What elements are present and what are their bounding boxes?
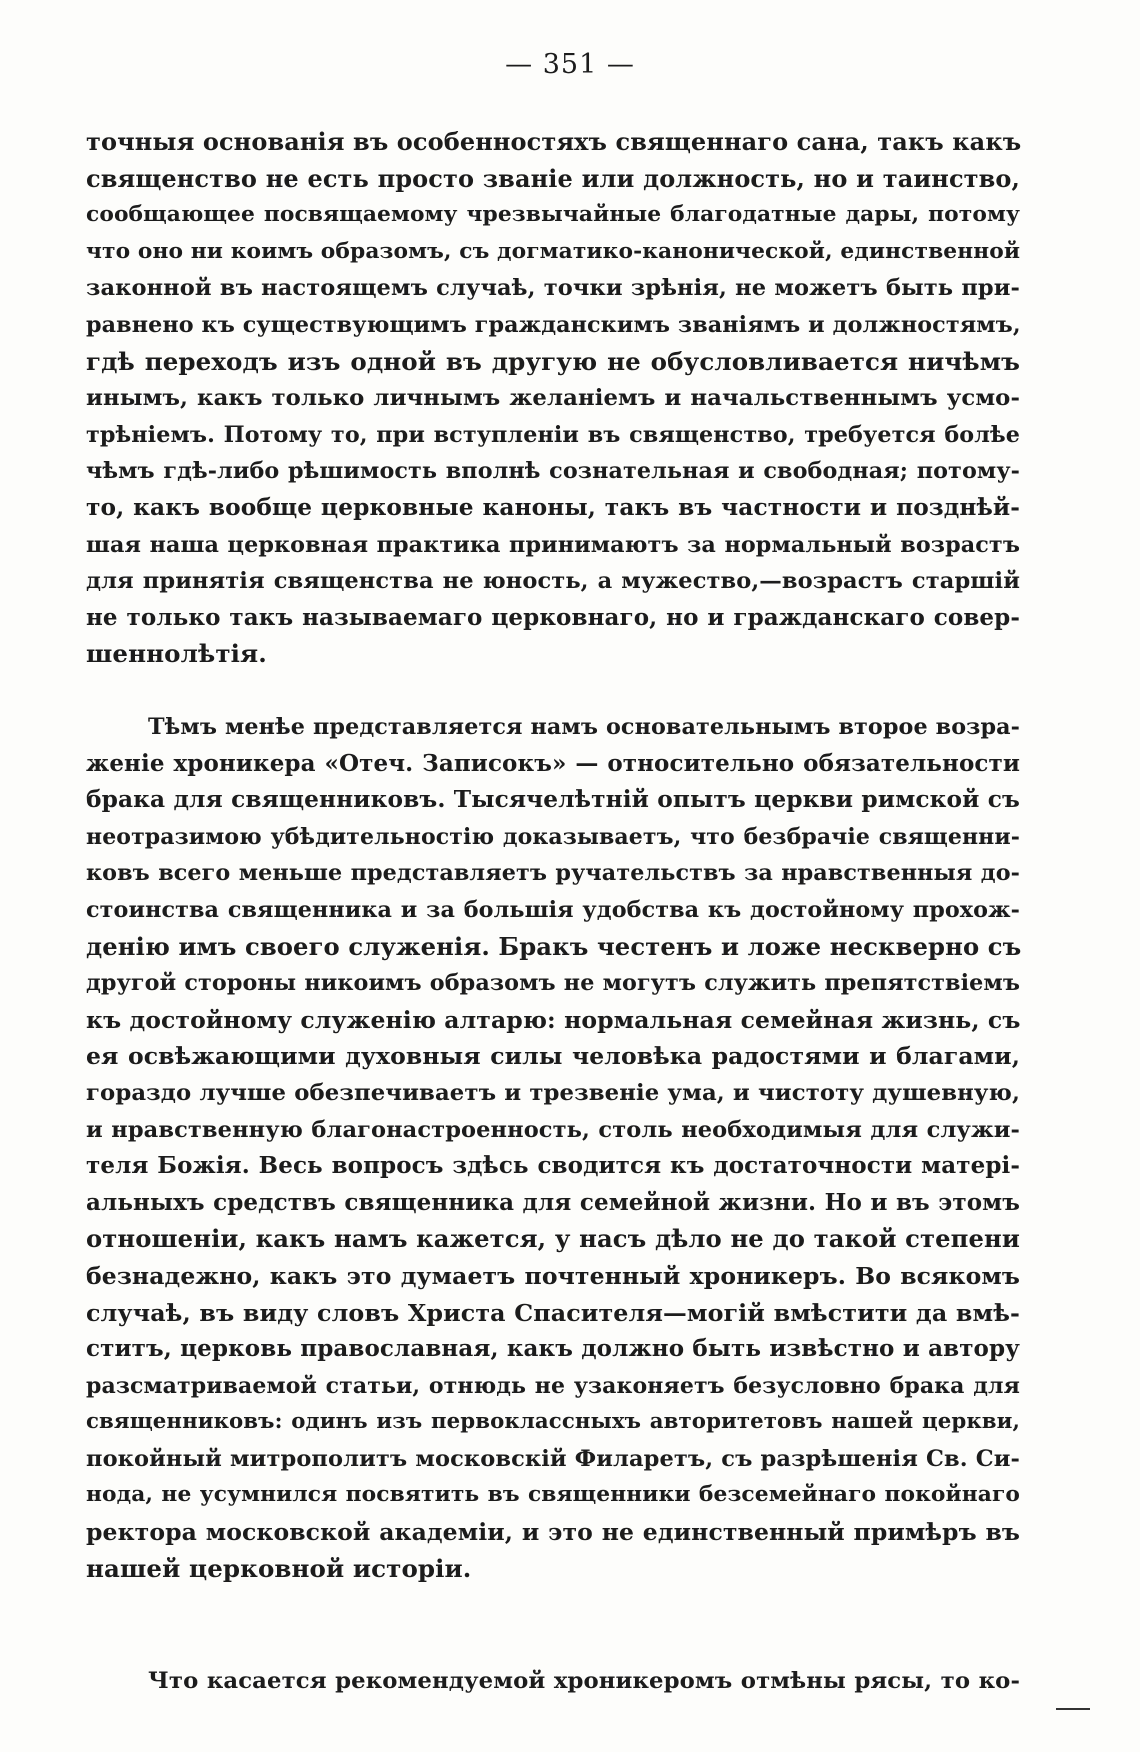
text-line: точныя основанія въ особенностяхъ священнаго сана, такъ какъ [86,127,1022,156]
text-line: гораздо лучше обезпечиваетъ и трезвеніе ума, и чистоту душевную, [86,1079,1020,1106]
text-line: ректора московской академіи, и это не единственный примѣръ въ [86,1518,1020,1547]
paragraph-3 [86,1663,1020,1700]
text-line: ковъ всего меньше представляетъ ручательствъ за нравственныя до- [86,860,1020,887]
text-line: стоинства священника и за большія удобства къ достойному прохож- [86,896,1020,923]
text-line: законной въ настоящемъ случаѣ, точки зрѣнія, не можетъ быть при- [86,275,1020,302]
text-line: шая наша церковная практика принимаютъ за нормальный возрастъ [86,531,1020,558]
text-line: равнено къ существующимъ гражданскимъ званіямъ и должностямъ, [86,311,1021,338]
text-line: другой стороны никоимъ образомъ не могутъ служить препятствіемъ [86,970,1020,997]
text-line: трѣніемъ. Потому то, при вступленіи въ священство, требуется болѣе [86,421,1020,448]
text-line: случаѣ, въ виду словъ Христа Спасителя—могій вмѣстити да вмѣ- [86,1298,1020,1327]
text-line: чѣмъ гдѣ-либо рѣшимость вполнѣ сознательная и свободная; потому- [86,458,1020,485]
text-line: альныхъ средствъ священника для семейной жизни. Но и въ этомъ [86,1188,1020,1216]
text-line: брака для священниковъ. Тысячелѣтній опытъ церкви римской съ [86,786,1020,814]
text-line: и нравственную благонастроенность, столь необходимыя для служи- [86,1116,1020,1143]
text-line: священниковъ: одинъ изъ первоклассныхъ авторитетовъ нашей церкви, [86,1409,1020,1435]
text-line: теля Божія. Весь вопросъ здѣсь сводится къ достаточности матері- [86,1152,1020,1180]
text-line: шеннолѣтія. [86,639,267,669]
page-number: — 351 — [505,49,635,80]
paragraph-2 [86,709,1020,1587]
text-line: Что касается рекомендуемой хроникеромъ отмѣны рясы, то ко- [148,1668,1020,1694]
text-line: то, какъ вообще церковные каноны, такъ въ частности и позднѣй- [86,493,1020,521]
text-line: ститъ, церковь православная, какъ должно быть извѣстно и автору [86,1335,1020,1363]
text-line: сообщающее посвящаемому чрезвычайные благодатные дары, потому [86,202,1020,228]
text-line: нода, не усумнился посвятить въ священники безсемейнаго покойнаго [86,1482,1020,1508]
text-line: покойный митрополитъ московскій Филаретъ, съ разрѣшенія Св. Си- [86,1445,1020,1472]
text-line: инымъ, какъ только личнымъ желаніемъ и начальственнымъ усмо- [86,385,1020,412]
text-line: нашей церковной исторіи. [86,1553,472,1583]
text-line: къ достойному служенію алтарю: нормальная семейная жизнь, съ [86,1005,1021,1034]
text-line: отношеніи, какъ намъ кажется, у насъ дѣло не до такой степени [86,1224,1020,1254]
text-line: денію имъ своего служенія. Бракъ честенъ и ложе нескверно съ [86,931,1022,961]
text-line: женіе хроникера «Отеч. Записокъ» — относительно обязательности [86,749,1020,777]
bottom-rule-mark [1056,1708,1090,1710]
text-line: гдѣ переходъ изъ одной въ другую не обусловливается ничѣмъ [86,346,1020,376]
text-line: Тѣмъ менѣе представляется намъ основательнымъ второе возра- [148,714,1020,740]
text-line: разсматриваемой статьи, отнюдь не узаконяетъ безусловно брака для [86,1372,1020,1399]
text-line: ея освѣжающими духовныя силы человѣка радостями и благами, [86,1042,1020,1071]
text-line: не только такъ называемаго церковнаго, но и гражданскаго совер- [86,603,1020,631]
paragraph-1 [86,124,1020,673]
text-line: что оно ни коимъ образомъ, съ догматико-канонической, единственной [86,238,1021,264]
text-line: для принятія священства не юность, а мужество,—возрастъ старшій [86,568,1020,595]
text-line: неотразимою убѣдительностію доказываетъ, что безбрачіе священни- [86,823,1020,850]
text-line: священство не есть просто званіе или должность, но и таинство, [86,163,1020,193]
text-line: безнадежно, какъ это думаетъ почтенный хроникеръ. Во всякомъ [86,1261,1020,1290]
